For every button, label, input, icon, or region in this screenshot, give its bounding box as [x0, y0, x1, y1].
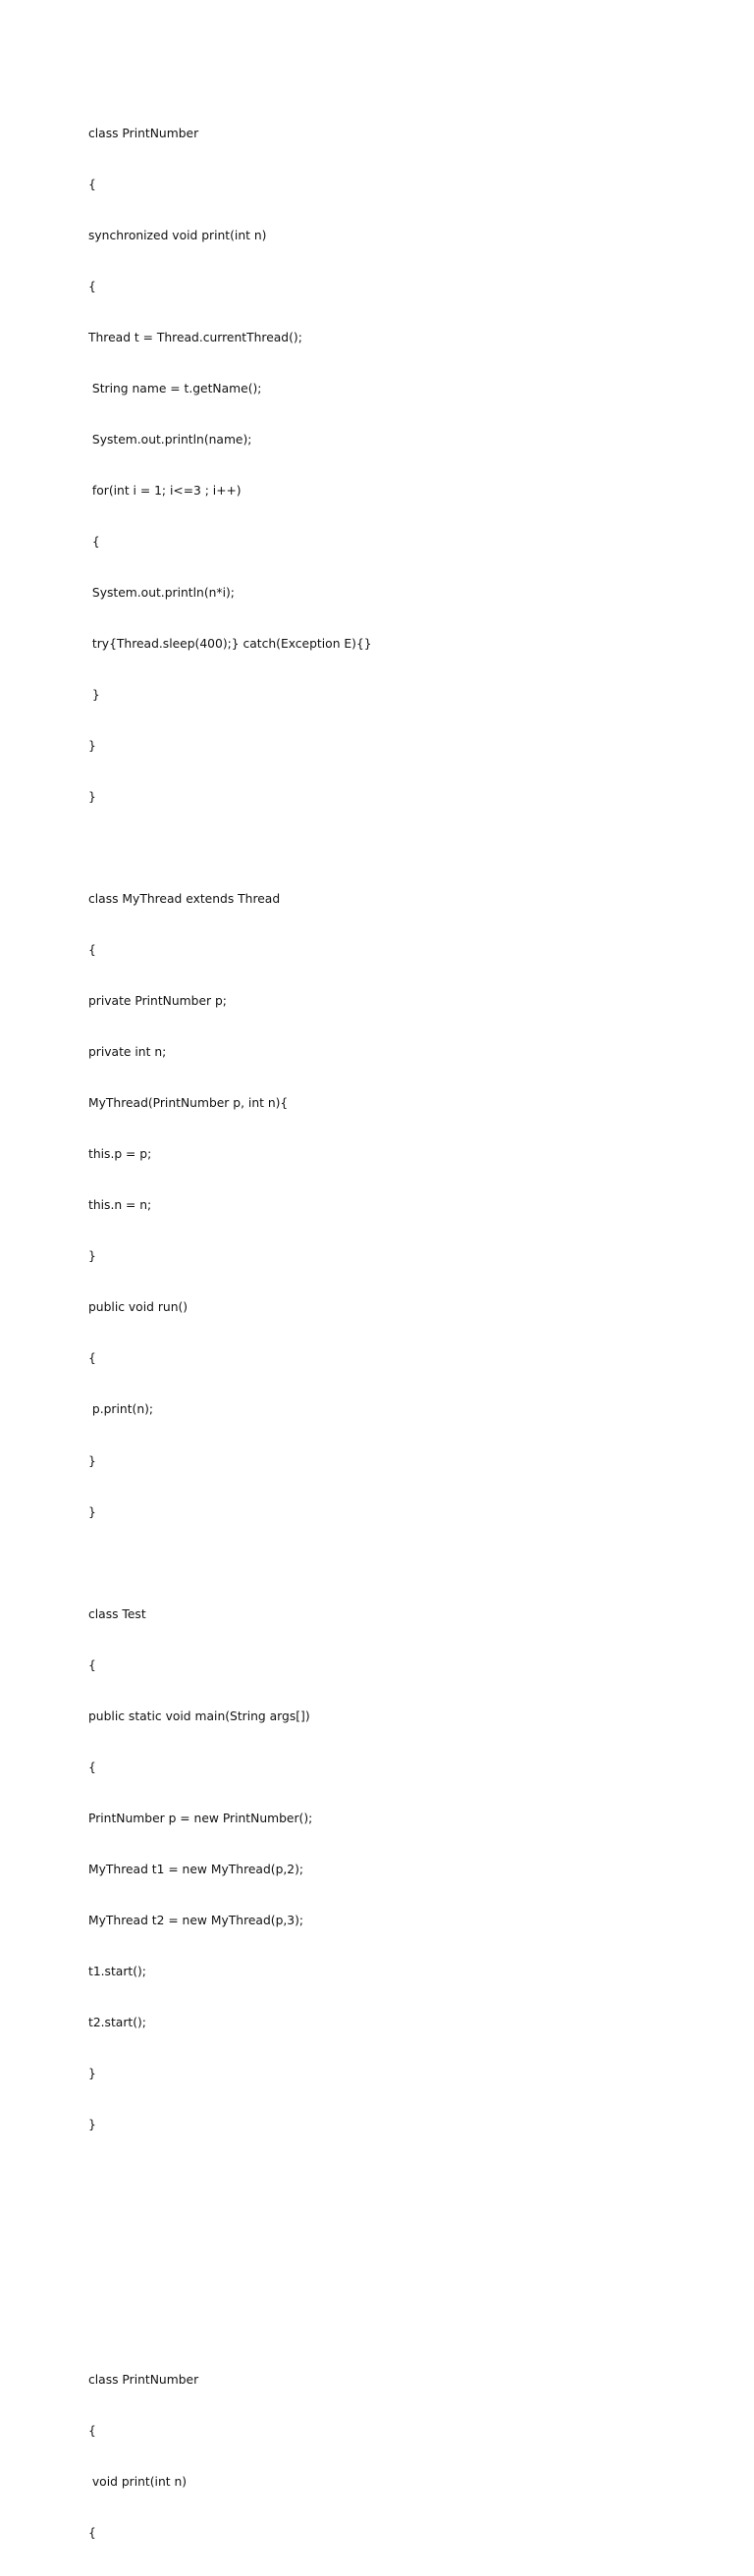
text-line: synchronized void print(int n)	[88, 228, 267, 242]
text-line: class PrintNumber	[88, 2373, 199, 2388]
text-line: }	[88, 1453, 96, 1468]
text-line: void print(int n)	[88, 2475, 188, 2490]
text-line: {	[88, 1657, 96, 1672]
code-text-block	[88, 91, 677, 2576]
text-line: {	[88, 943, 96, 958]
text-line: class Test	[88, 1606, 146, 1621]
text-line: {	[88, 534, 100, 549]
text-line: private PrintNumber p;	[88, 994, 227, 1009]
blank-line	[88, 2219, 677, 2235]
text-line: try{Thread.sleep(400);} catch(Exception E){}	[88, 637, 372, 651]
text-line: System.out.println(n*i);	[88, 585, 235, 600]
text-line: {	[88, 1351, 96, 1366]
text-line: }	[88, 688, 100, 703]
text-line: {	[88, 177, 96, 191]
text-line: class PrintNumber	[88, 126, 199, 140]
blank-line	[88, 2270, 677, 2287]
text-line: }	[88, 2117, 96, 2131]
text-line: MyThread t2 = new MyThread(p,3);	[88, 1913, 304, 1927]
text-line: t2.start();	[88, 2015, 146, 2029]
text-line: class MyThread extends Thread	[88, 892, 281, 907]
text-line: public void run()	[88, 1300, 188, 1315]
blank-line	[88, 1555, 677, 1572]
text-line: }	[88, 790, 96, 805]
text-line: MyThread(PrintNumber p, int n){	[88, 1096, 289, 1111]
text-line: this.n = n;	[88, 1198, 152, 1213]
text-line: String name = t.getName();	[88, 381, 262, 395]
text-line: this.p = p;	[88, 1147, 152, 1162]
text-line: private int n;	[88, 1045, 167, 1060]
text-line: {	[88, 1760, 96, 1774]
text-line: }	[88, 1504, 96, 1519]
text-line: PrintNumber p = new PrintNumber();	[88, 1811, 313, 1825]
blank-line	[88, 2168, 677, 2184]
text-line: {	[88, 279, 96, 293]
text-line: t1.start();	[88, 1964, 146, 1978]
text-line: }	[88, 1249, 96, 1264]
text-line: {	[88, 2424, 96, 2439]
text-line: }	[88, 2066, 96, 2080]
text-line: {	[88, 2526, 96, 2541]
text-line: }	[88, 739, 96, 754]
text-line: for(int i = 1; i<=3 ; i++)	[88, 483, 242, 498]
text-line: Thread t = Thread.currentThread();	[88, 330, 302, 344]
text-line: MyThread t1 = new MyThread(p,2);	[88, 1862, 304, 1876]
text-line: public static void main(String args[])	[88, 1709, 310, 1723]
text-line: p.print(n);	[88, 1402, 154, 1417]
blank-line	[88, 2321, 677, 2338]
text-line: System.out.println(name);	[88, 432, 252, 447]
blank-line	[88, 840, 677, 857]
